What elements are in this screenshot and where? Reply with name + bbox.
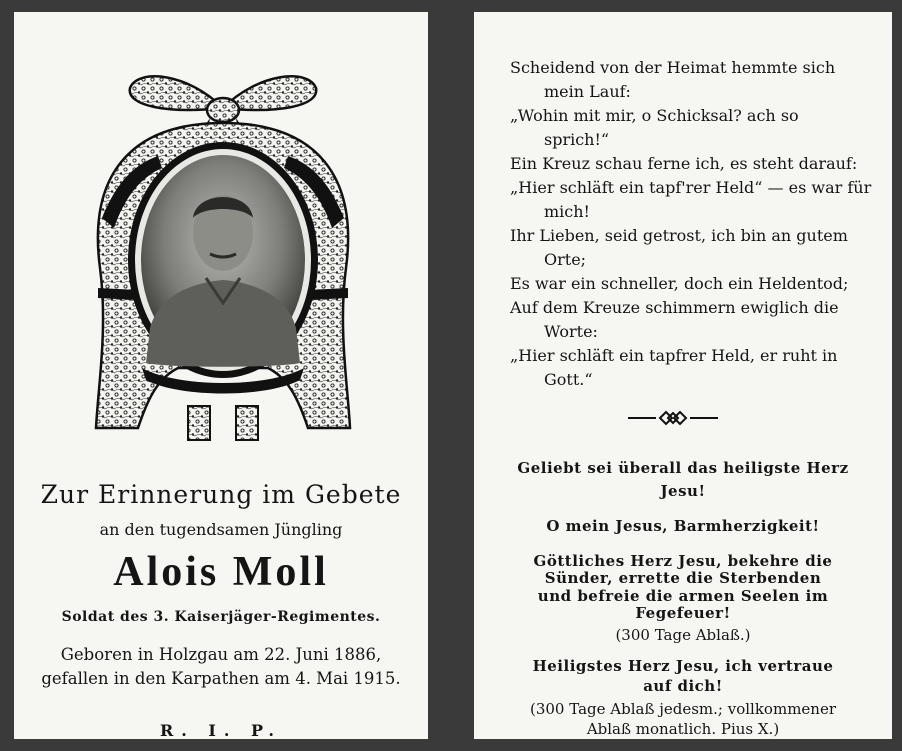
poem-line: mich! <box>544 202 590 221</box>
poem-line: Auf dem Kreuze schimmern ewiglich die <box>510 298 839 317</box>
birth-line: Geboren in Holzgau am 22. Juni 1886, <box>60 645 382 664</box>
indulgence-note: (300 Tage Ablaß jedesm.; vollkommener <box>529 700 836 718</box>
portrait-wreath-frame <box>78 68 368 448</box>
poem-line: Es war ein schneller, doch ein Heldentod; <box>510 274 849 293</box>
memorial-card-front <box>14 12 428 739</box>
indulgence-note: Ablaß monatlich. Pius X.) <box>586 720 780 738</box>
prayer-line: Sünder, errette die Sterbenden <box>544 569 822 587</box>
indulgence-note: (300 Tage Ablaß.) <box>615 626 751 644</box>
prayer-line: Geliebt sei überall das heiligste Herz <box>517 459 849 477</box>
memorial-card-back <box>474 12 892 739</box>
poem-line: „Hier schläft ein tapf'rer Held“ — es war für <box>510 178 872 197</box>
rip-closing: R. I. P. <box>159 721 282 740</box>
poem-line: Scheidend von der Heimat hemmte sich <box>510 58 836 77</box>
prayer-line: auf dich! <box>643 677 723 695</box>
memorial-heading: Zur Erinnerung im Gebete <box>40 480 402 509</box>
poem-line: Gott.“ <box>544 370 593 389</box>
prayer-line: Göttliches Herz Jesu, bekehre die <box>533 552 833 570</box>
ornament-divider-icon <box>626 409 720 427</box>
prayer-line: O mein Jesus, Barmherzigkeit! <box>546 517 820 535</box>
poem-line: „Hier schläft ein tapfrer Held, er ruht in <box>510 346 838 365</box>
memorial-subheading: an den tugendsamen Jüngling <box>99 520 343 539</box>
poem-line: „Wohin mit mir, o Schicksal? ach so <box>510 106 799 125</box>
prayer-line: Heiligstes Herz Jesu, ich vertraue <box>532 657 834 675</box>
poem-line: mein Lauf: <box>544 82 631 101</box>
deceased-name: Alois Moll <box>113 549 329 595</box>
poem-line: sprich!“ <box>544 130 610 149</box>
poem-line: Ihr Lieben, seid getrost, ich bin an gutem <box>510 226 848 245</box>
rank-line: Soldat des 3. Kaiserjäger-Regimentes. <box>61 609 381 625</box>
prayer-line: Jesu! <box>660 482 706 500</box>
death-line: gefallen in den Karpathen am 4. Mai 1915. <box>41 669 401 688</box>
poem-line: Orte; <box>544 250 587 269</box>
poem-line: Ein Kreuz schau ferne ich, es steht darauf: <box>510 154 858 173</box>
prayer-line: Fegefeuer! <box>635 604 731 622</box>
prayer-line: und befreie die armen Seelen im <box>537 587 829 605</box>
poem-line: Worte: <box>544 322 598 341</box>
